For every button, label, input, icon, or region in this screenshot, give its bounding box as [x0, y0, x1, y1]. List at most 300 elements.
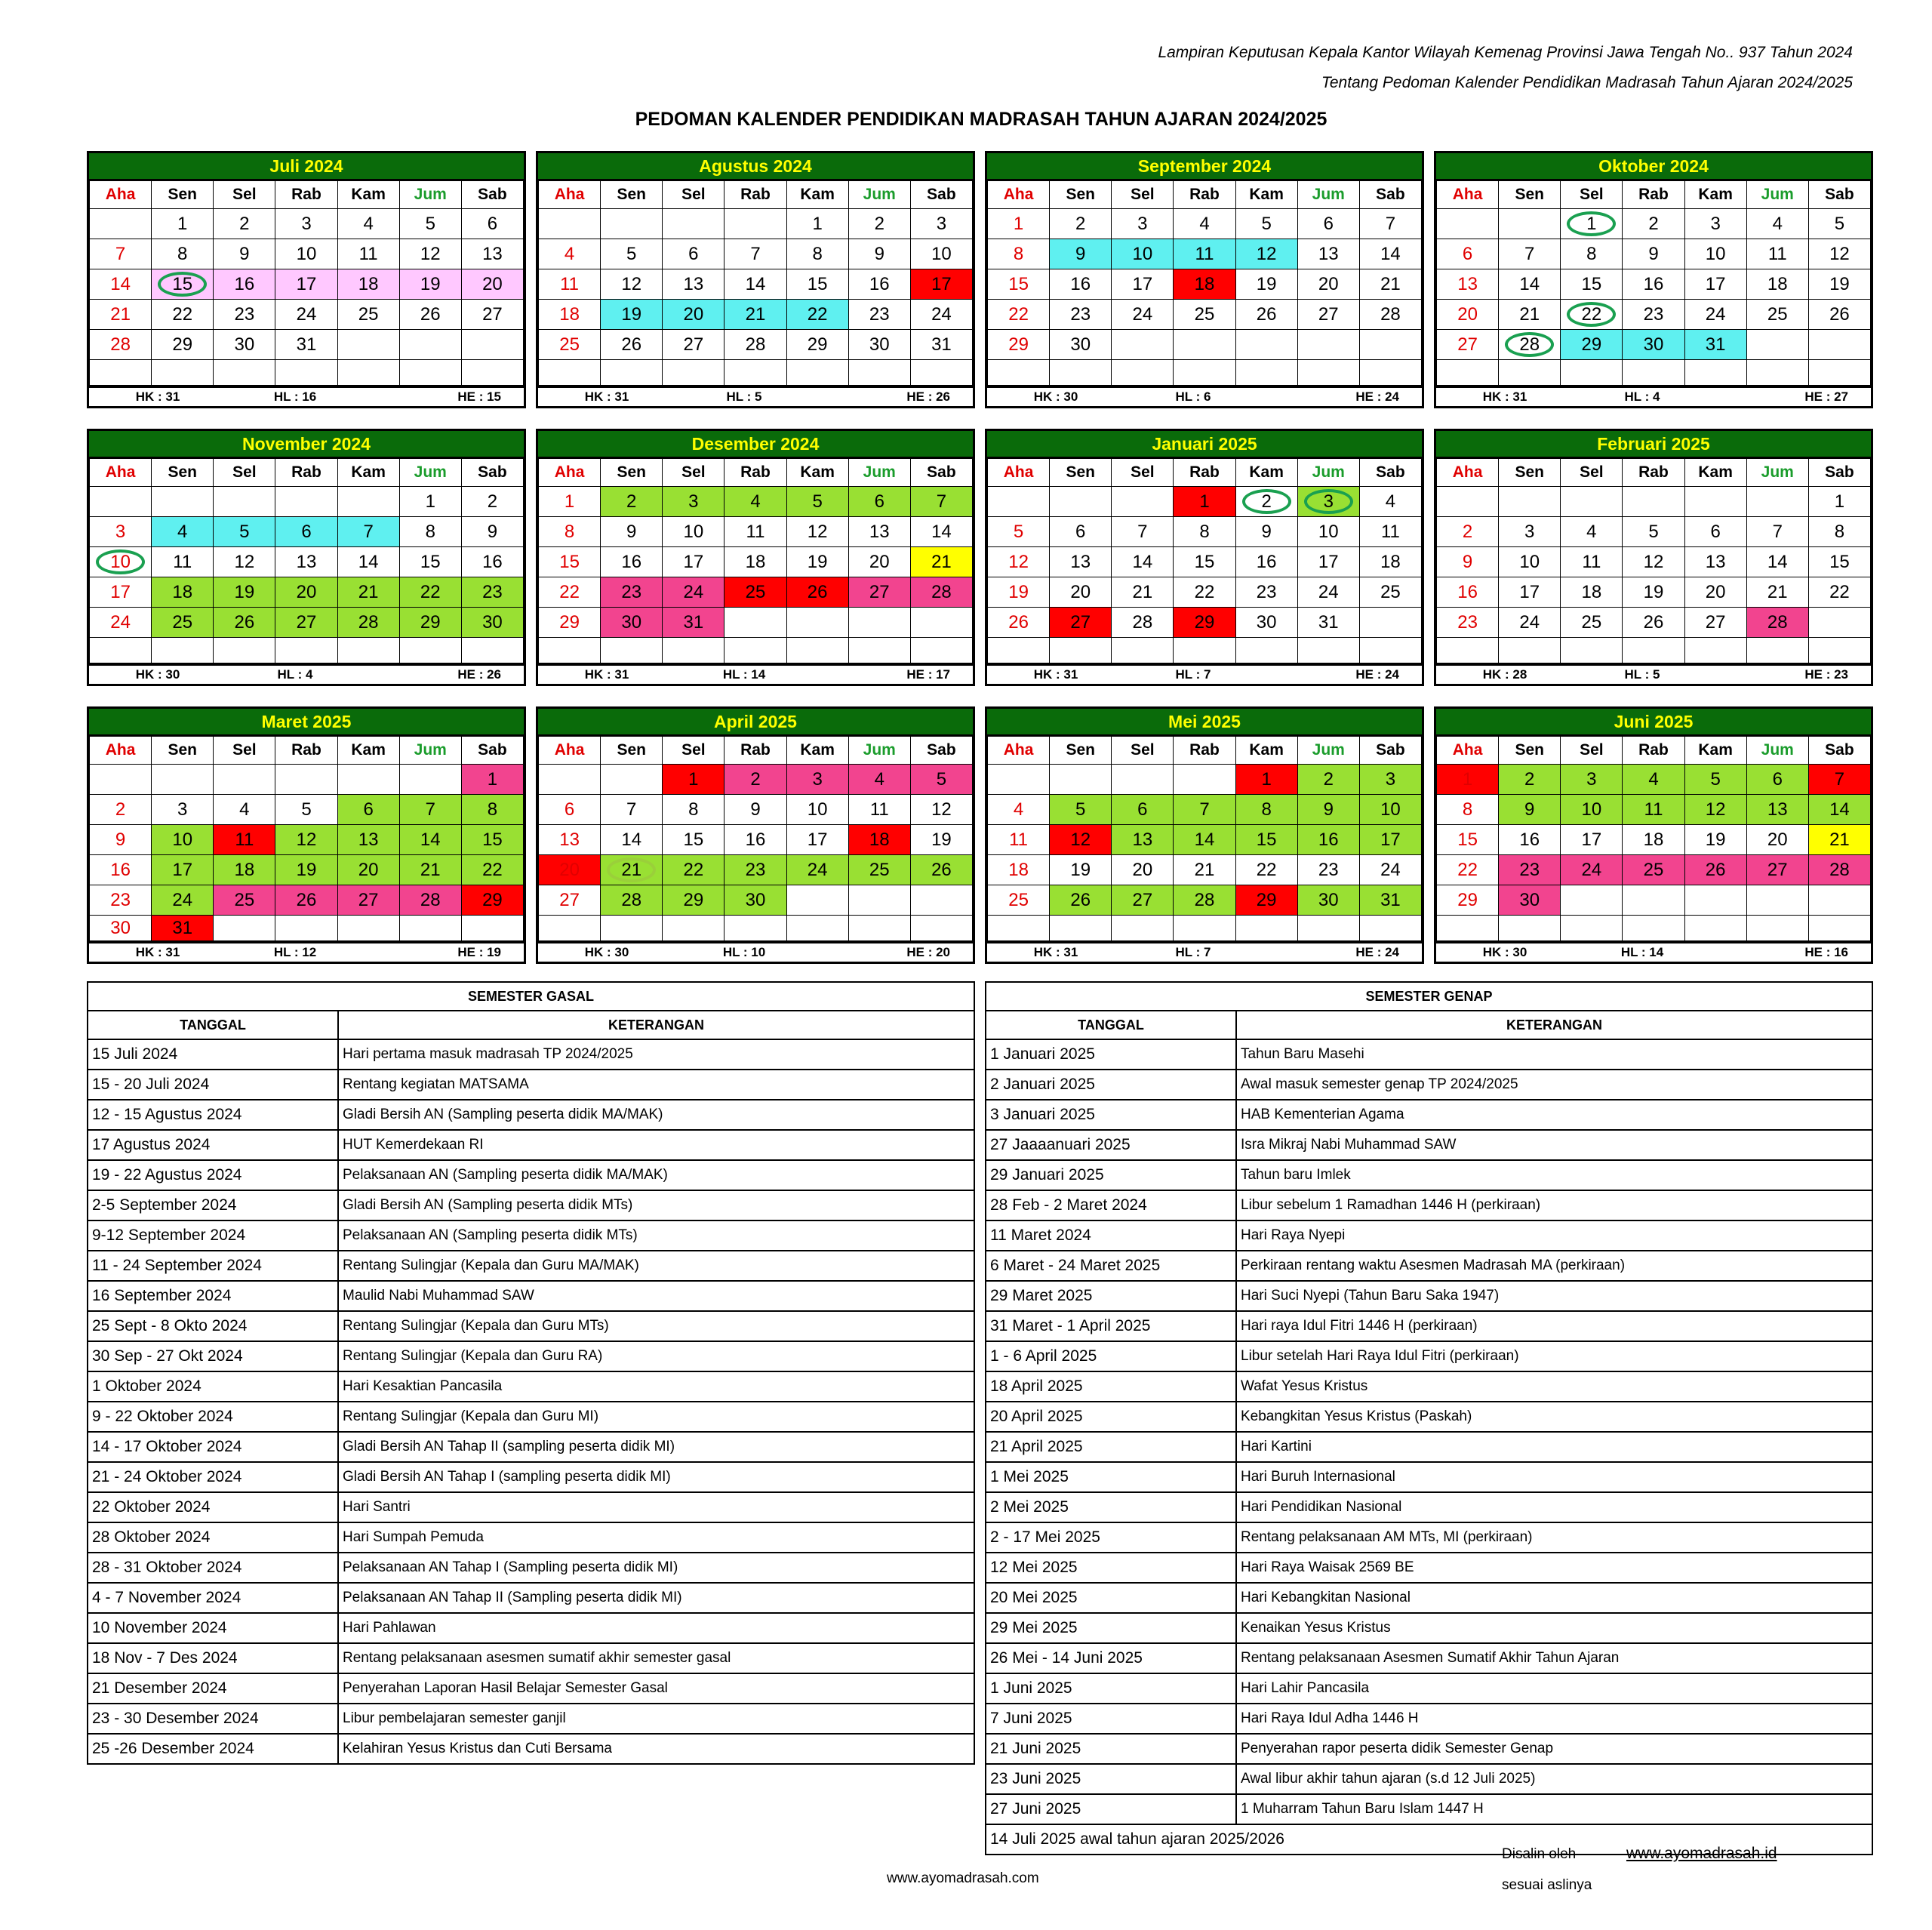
calendar-day: 25 [152, 608, 214, 638]
empty-day [601, 916, 663, 941]
empty-day [786, 360, 848, 386]
empty-day [988, 765, 1050, 795]
calendar-day: 24 [1112, 300, 1174, 330]
empty-day [1623, 916, 1684, 941]
empty-day [1437, 209, 1499, 239]
summary-hk: HK : 30 [135, 667, 180, 682]
empty-day [461, 330, 523, 360]
calendar-day: 28 [910, 577, 972, 608]
calendar-day: 27 [275, 608, 337, 638]
calendar-day: 31 [1359, 885, 1421, 916]
day-header: Aha [539, 181, 601, 209]
day-header: Sab [910, 459, 972, 487]
calendar-day: 21 [910, 547, 972, 577]
day-header: Sen [1499, 737, 1561, 765]
month-summary [987, 386, 1422, 406]
empty-day [1746, 638, 1808, 663]
day-header: Sab [1808, 459, 1870, 487]
calendar-day: 29 [1561, 330, 1623, 360]
empty-day [1623, 360, 1684, 386]
calendar-day: 4 [988, 795, 1050, 825]
day-header: Sel [214, 737, 275, 765]
row-description: Rentang pelaksanaan asesmen sumatif akhir semester gasal [338, 1643, 974, 1673]
calendar-day: 13 [1437, 269, 1499, 300]
calendar-day: 17 [1297, 547, 1359, 577]
empty-day [1561, 487, 1623, 517]
final-note: 14 Juli 2025 awal tahun ajaran 2025/2026 [986, 1824, 1872, 1855]
summary-he: HE : 17 [906, 667, 950, 682]
month-calendar [87, 429, 526, 686]
calendar-day: 29 [663, 885, 724, 916]
calendar-day: 18 [1623, 825, 1684, 855]
row-date: 27 Juni 2025 [986, 1794, 1236, 1824]
calendar-day: 18 [1174, 269, 1235, 300]
empty-day [337, 638, 399, 663]
day-header: Aha [90, 737, 152, 765]
day-header: Aha [988, 459, 1050, 487]
row-description: Kelahiran Yesus Kristus dan Cuti Bersama [338, 1734, 974, 1764]
day-header: Jum [848, 459, 910, 487]
calendar-day: 15 [786, 269, 848, 300]
row-date: 23 Juni 2025 [986, 1764, 1236, 1794]
day-header: Sab [1808, 181, 1870, 209]
calendar-day: 2 [1297, 765, 1359, 795]
month-calendar [87, 151, 526, 408]
calendar-day: 27 [1112, 885, 1174, 916]
table-row [986, 1190, 1872, 1220]
day-header: Sen [152, 737, 214, 765]
calendar-day: 4 [724, 487, 786, 517]
row-description: Libur sebelum 1 Ramadhan 1446 H (perkiraan) [1236, 1190, 1872, 1220]
calendar-day: 13 [539, 825, 601, 855]
calendar-day: 18 [539, 300, 601, 330]
day-header: Rab [1174, 459, 1235, 487]
calendar-day: 5 [910, 765, 972, 795]
day-header: Sel [1561, 737, 1623, 765]
row-date: 26 Mei - 14 Juni 2025 [986, 1643, 1236, 1673]
calendar-day: 8 [1437, 795, 1499, 825]
calendar-day: 18 [337, 269, 399, 300]
empty-day [539, 360, 601, 386]
calendar-day: 5 [399, 209, 461, 239]
day-header: Rab [1174, 181, 1235, 209]
calendar-day: 10 [1499, 547, 1561, 577]
month-title: Oktober 2024 [1436, 153, 1871, 180]
calendar-day: 30 [601, 608, 663, 638]
day-header: Rab [275, 181, 337, 209]
calendar-day: 10 [1684, 239, 1746, 269]
empty-day [1297, 916, 1359, 941]
calendar-day: 9 [601, 517, 663, 547]
row-description: Hari Kebangkitan Nasional [1236, 1583, 1872, 1613]
month-calendar [1434, 706, 1873, 964]
summary-hk: HK : 31 [135, 945, 180, 959]
calendar-day: 14 [724, 269, 786, 300]
day-header: Sel [663, 737, 724, 765]
table-row [986, 1613, 1872, 1643]
day-header: Kam [786, 737, 848, 765]
calendar-day: 19 [399, 269, 461, 300]
calendar-day: 12 [214, 547, 275, 577]
calendar-day: 15 [1808, 547, 1870, 577]
calendar-day: 12 [1050, 825, 1112, 855]
calendar-day: 19 [601, 300, 663, 330]
calendar-day: 6 [663, 239, 724, 269]
day-header: Rab [724, 459, 786, 487]
month-summary [89, 941, 524, 962]
calendar-day: 4 [1561, 517, 1623, 547]
row-date: 17 Agustus 2024 [88, 1130, 338, 1160]
empty-day [214, 916, 275, 941]
calendar-day: 2 [214, 209, 275, 239]
empty-day [539, 765, 601, 795]
month-title: November 2024 [89, 431, 524, 458]
table-row [986, 1039, 1872, 1070]
month-summary [538, 941, 973, 962]
empty-day [1437, 638, 1499, 663]
calendar-day: 21 [1112, 577, 1174, 608]
empty-day [1561, 885, 1623, 916]
calendar-day: 5 [1808, 209, 1870, 239]
calendar-day: 24 [786, 855, 848, 885]
calendar-day: 3 [275, 209, 337, 239]
table-row [88, 1371, 974, 1402]
empty-day [337, 487, 399, 517]
calendar-day: 16 [90, 855, 152, 885]
empty-day [90, 209, 152, 239]
month-title: Maret 2025 [89, 709, 524, 736]
row-date: 20 Mei 2025 [986, 1583, 1236, 1613]
calendar-day: 16 [1437, 577, 1499, 608]
day-header: Sel [663, 459, 724, 487]
table-row [986, 1643, 1872, 1673]
empty-day [663, 638, 724, 663]
empty-day [988, 638, 1050, 663]
empty-day [214, 638, 275, 663]
calendar-day: 14 [1359, 239, 1421, 269]
month-title: Juni 2025 [1436, 709, 1871, 736]
empty-day [275, 765, 337, 795]
semester-genap-table [985, 981, 1873, 1855]
empty-day [1808, 638, 1870, 663]
row-date: 15 - 20 Juli 2024 [88, 1070, 338, 1100]
row-description: Rentang Sulingjar (Kepala dan Guru MTs) [338, 1311, 974, 1341]
calendar-day: 17 [90, 577, 152, 608]
row-date: 4 - 7 November 2024 [88, 1583, 338, 1613]
month-calendar [536, 151, 975, 408]
header-subject-line: Tentang Pedoman Kalender Pendidikan Madrasah Tahun Ajaran 2024/2025 [1321, 74, 1853, 91]
calendar-day: 12 [1808, 239, 1870, 269]
row-description: Pelaksanaan AN (Sampling peserta didik MTs) [338, 1220, 974, 1251]
calendar-day: 18 [848, 825, 910, 855]
calendar-day: 10 [1561, 795, 1623, 825]
table-row [986, 1130, 1872, 1160]
row-description: Libur setelah Hari Raya Idul Fitri (perkiraan) [1236, 1341, 1872, 1371]
empty-day [1684, 487, 1746, 517]
calendar-day: 27 [1746, 855, 1808, 885]
calendar-day: 10 [663, 517, 724, 547]
table-row [88, 1553, 974, 1583]
calendar-day: 26 [1684, 855, 1746, 885]
empty-day [461, 916, 523, 941]
row-date: 11 - 24 September 2024 [88, 1251, 338, 1281]
day-header: Sen [1050, 459, 1112, 487]
calendar-day: 4 [1174, 209, 1235, 239]
empty-day [1684, 638, 1746, 663]
calendar-day: 20 [1437, 300, 1499, 330]
day-header: Aha [90, 181, 152, 209]
calendar-day: 9 [1050, 239, 1112, 269]
empty-day [152, 638, 214, 663]
summary-hk: HK : 31 [584, 667, 629, 682]
calendar-day: 28 [1746, 608, 1808, 638]
empty-day [90, 360, 152, 386]
empty-day [461, 638, 523, 663]
calendar-day: 15 [1561, 269, 1623, 300]
row-description: HUT Kemerdekaan RI [338, 1130, 974, 1160]
calendar-day: 24 [663, 577, 724, 608]
calendar-day: 25 [1174, 300, 1235, 330]
calendar-day: 10 [1359, 795, 1421, 825]
day-header: Sab [910, 181, 972, 209]
calendar-day: 15 [461, 825, 523, 855]
day-header: Kam [1235, 737, 1297, 765]
header-reference-line: Lampiran Keputusan Kepala Kantor Wilayah Kemenag Provinsi Jawa Tengah No.. 937 Tahun 2024 [1158, 44, 1853, 61]
calendar-day: 17 [910, 269, 972, 300]
table-row [88, 1402, 974, 1432]
month-summary [538, 663, 973, 684]
empty-day [988, 487, 1050, 517]
empty-day [601, 638, 663, 663]
calendar-day: 17 [663, 547, 724, 577]
empty-day [724, 638, 786, 663]
month-calendar [985, 151, 1424, 408]
highlight-circle [1505, 332, 1554, 357]
row-description: Gladi Bersih AN Tahap II (sampling peserta didik MI) [338, 1432, 974, 1462]
summary-hl: HL : 4 [1624, 389, 1660, 404]
day-header: Aha [1437, 459, 1499, 487]
calendar-day: 11 [1746, 239, 1808, 269]
empty-day [1174, 916, 1235, 941]
row-description: Pelaksanaan AN Tahap I (Sampling peserta didik MI) [338, 1553, 974, 1583]
calendar-day: 31 [910, 330, 972, 360]
month-summary [538, 386, 973, 406]
summary-hk: HK : 30 [1033, 389, 1078, 404]
empty-day [910, 638, 972, 663]
calendar-day: 22 [152, 300, 214, 330]
calendar-day: 9 [1499, 795, 1561, 825]
empty-day [724, 608, 786, 638]
calendar-day: 31 [152, 916, 214, 941]
empty-day [1112, 638, 1174, 663]
row-description: Hari Raya Nyepi [1236, 1220, 1872, 1251]
table-row [88, 1462, 974, 1492]
table-row [88, 1100, 974, 1130]
calendar-day: 1 [539, 487, 601, 517]
calendar-day: 5 [786, 487, 848, 517]
calendar-day: 21 [1359, 269, 1421, 300]
month-calendar [1434, 429, 1873, 686]
row-date: 18 Nov - 7 Des 2024 [88, 1643, 338, 1673]
day-header: Kam [337, 737, 399, 765]
calendar-day: 25 [848, 855, 910, 885]
calendar-day: 25 [724, 577, 786, 608]
calendar-day: 25 [214, 885, 275, 916]
calendar-day: 8 [663, 795, 724, 825]
row-date: 21 Desember 2024 [88, 1673, 338, 1704]
calendar-day: 26 [1808, 300, 1870, 330]
calendar-day: 17 [1684, 269, 1746, 300]
summary-hl: HL : 10 [722, 945, 766, 959]
calendar-day: 12 [910, 795, 972, 825]
calendar-day: 22 [1235, 855, 1297, 885]
summary-hk: HK : 31 [135, 389, 180, 404]
empty-day [1174, 638, 1235, 663]
highlight-circle [917, 272, 966, 297]
calendar-day: 26 [1050, 885, 1112, 916]
calendar-day: 28 [1808, 855, 1870, 885]
empty-day [1808, 916, 1870, 941]
row-description: Awal masuk semester genap TP 2024/2025 [1236, 1070, 1872, 1100]
calendar-day: 14 [90, 269, 152, 300]
row-date: 30 Sep - 27 Okt 2024 [88, 1341, 338, 1371]
calendar-day: 11 [848, 795, 910, 825]
calendar-day: 22 [1561, 300, 1623, 330]
row-date: 29 Januari 2025 [986, 1160, 1236, 1190]
calendar-day: 29 [399, 608, 461, 638]
summary-hl: HL : 6 [1175, 389, 1211, 404]
day-header: Sab [461, 737, 523, 765]
day-header: Jum [848, 737, 910, 765]
empty-day [1359, 608, 1421, 638]
calendar-day: 16 [461, 547, 523, 577]
row-description: Kenaikan Yesus Kristus [1236, 1613, 1872, 1643]
calendar-day: 15 [1437, 825, 1499, 855]
calendar-day: 22 [663, 855, 724, 885]
calendar-day: 26 [988, 608, 1050, 638]
empty-day [1235, 638, 1297, 663]
calendar-grid [87, 151, 1872, 977]
calendar-day: 31 [1684, 330, 1746, 360]
day-header: Rab [275, 737, 337, 765]
day-header: Aha [539, 459, 601, 487]
empty-day [275, 638, 337, 663]
month-title: April 2025 [538, 709, 973, 736]
calendar-day: 14 [910, 517, 972, 547]
empty-day [1746, 487, 1808, 517]
calendar-day: 5 [1684, 765, 1746, 795]
empty-day [988, 916, 1050, 941]
day-header: Aha [1437, 181, 1499, 209]
day-header: Jum [1297, 737, 1359, 765]
col-tanggal: TANGGAL [986, 1011, 1236, 1039]
calendar-day: 8 [461, 795, 523, 825]
row-date: 28 Oktober 2024 [88, 1522, 338, 1553]
calendar-day: 3 [663, 487, 724, 517]
empty-day [1050, 487, 1112, 517]
highlight-circle [1242, 489, 1291, 514]
empty-day [786, 608, 848, 638]
calendar-day: 30 [461, 608, 523, 638]
row-date: 18 April 2025 [986, 1371, 1236, 1402]
calendar-day: 6 [848, 487, 910, 517]
calendar-day: 6 [1746, 765, 1808, 795]
calendar-day: 23 [90, 885, 152, 916]
footer-link[interactable]: www.ayomadrasah.id [1626, 1845, 1777, 1862]
calendar-day: 29 [1235, 885, 1297, 916]
day-header: Jum [1297, 181, 1359, 209]
empty-day [1437, 916, 1499, 941]
calendar-day: 25 [337, 300, 399, 330]
empty-day [910, 885, 972, 916]
summary-he: HE : 16 [1804, 945, 1848, 959]
calendar-day: 12 [786, 517, 848, 547]
calendar-day: 8 [399, 517, 461, 547]
table-row [986, 1794, 1872, 1824]
calendar-day: 19 [1235, 269, 1297, 300]
day-header: Rab [275, 459, 337, 487]
row-date: 1 Mei 2025 [986, 1462, 1236, 1492]
calendar-day: 17 [786, 825, 848, 855]
empty-day [910, 916, 972, 941]
calendar-day: 16 [724, 825, 786, 855]
calendar-day: 19 [988, 577, 1050, 608]
summary-hk: HK : 28 [1482, 667, 1527, 682]
calendar-day: 8 [1235, 795, 1297, 825]
calendar-day: 11 [988, 825, 1050, 855]
calendar-day: 30 [90, 916, 152, 941]
calendar-day: 12 [1235, 239, 1297, 269]
empty-day [848, 638, 910, 663]
empty-day [1297, 330, 1359, 360]
row-date: 25 -26 Desember 2024 [88, 1734, 338, 1764]
page-title: PEDOMAN KALENDER PENDIDIKAN MADRASAH TAHUN AJARAN 2024/2025 [635, 109, 1327, 130]
calendar-day: 30 [1050, 330, 1112, 360]
highlight-circle [158, 272, 207, 297]
calendar-day: 27 [848, 577, 910, 608]
day-header: Aha [90, 459, 152, 487]
day-header: Sab [1808, 737, 1870, 765]
calendar-day: 4 [214, 795, 275, 825]
empty-day [786, 885, 848, 916]
summary-he: HE : 24 [1355, 667, 1399, 682]
calendar-day: 30 [1235, 608, 1297, 638]
table-row [986, 1402, 1872, 1432]
calendar-day: 22 [1808, 577, 1870, 608]
row-date: 29 Mei 2025 [986, 1613, 1236, 1643]
calendar-day: 1 [1235, 765, 1297, 795]
row-date: 3 Januari 2025 [986, 1100, 1236, 1130]
calendar-day: 30 [1623, 330, 1684, 360]
calendar-day: 3 [152, 795, 214, 825]
month-calendar [1434, 151, 1873, 408]
calendar-day: 1 [663, 765, 724, 795]
calendar-day: 16 [214, 269, 275, 300]
calendar-day: 15 [1174, 547, 1235, 577]
calendar-day: 28 [1174, 885, 1235, 916]
calendar-day: 3 [1684, 209, 1746, 239]
calendar-day: 6 [275, 517, 337, 547]
calendar-day: 21 [1499, 300, 1561, 330]
month-summary [1436, 663, 1871, 684]
calendar-day: 18 [214, 855, 275, 885]
summary-he: HE : 27 [1804, 389, 1848, 404]
calendar-day: 9 [724, 795, 786, 825]
calendar-day: 25 [539, 330, 601, 360]
calendar-day: 9 [1623, 239, 1684, 269]
calendar-day: 24 [152, 885, 214, 916]
calendar-day: 17 [152, 855, 214, 885]
